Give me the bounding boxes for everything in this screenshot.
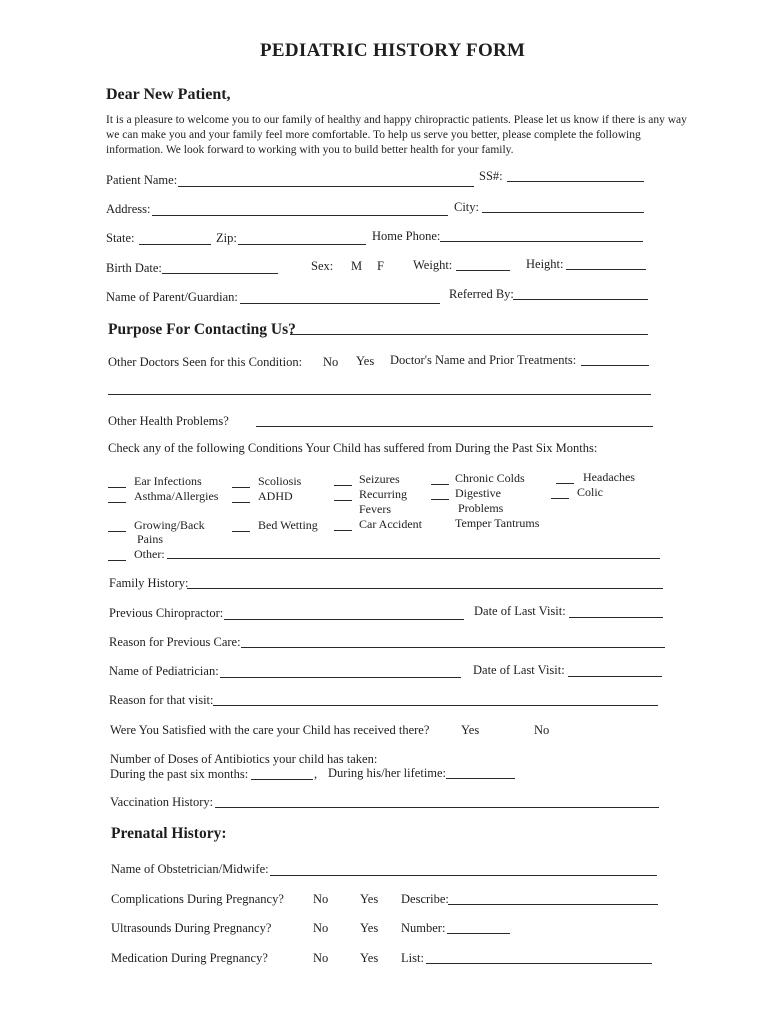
- obstetrician-label: Name of Obstetrician/Midwife:: [111, 862, 269, 876]
- height-field[interactable]: [566, 269, 646, 270]
- intro-paragraph: It is a pleasure to welcome you to our family of healthy and happy chiropractic patients. Please let us know if there is any way we can make you and your family feel more comfortable. To help us serve you better, please complete the following information. We look forward to working with you to build better health for your family.: [106, 114, 687, 156]
- complications-yes[interactable]: Yes: [360, 892, 379, 906]
- lifetime-field[interactable]: [446, 778, 515, 779]
- reason-prev-field[interactable]: [241, 647, 665, 648]
- ultrasounds-yes[interactable]: Yes: [360, 921, 379, 935]
- date-last-visit-field[interactable]: [569, 617, 663, 618]
- doctor-name-label: Doctor's Name and Prior Treatments:: [390, 353, 577, 367]
- condition-adhd: ADHD: [258, 489, 293, 503]
- weight-label: Weight:: [413, 258, 453, 272]
- conditions-prompt: Check any of the following Conditions Your Child has suffered from During the Past Six Months:: [108, 441, 598, 455]
- referred-field[interactable]: [513, 299, 648, 300]
- doctor-name-field-cont[interactable]: [108, 394, 651, 395]
- comma: ,: [314, 767, 318, 781]
- sex-f-option[interactable]: F: [377, 259, 384, 273]
- vaccination-field[interactable]: [215, 807, 659, 808]
- city-field[interactable]: [482, 212, 644, 213]
- city-label: City:: [454, 200, 480, 214]
- checkbox-other[interactable]: [108, 560, 126, 561]
- reason-visit-label: Reason for that visit:: [109, 693, 214, 707]
- zip-field[interactable]: [238, 244, 366, 245]
- checkbox-chronic-colds[interactable]: [431, 484, 449, 485]
- satisfied-no[interactable]: No: [534, 723, 550, 737]
- patient-name-field[interactable]: [178, 186, 474, 187]
- checkbox-seizures[interactable]: [334, 485, 352, 486]
- describe-field[interactable]: [448, 904, 658, 905]
- condition-fevers: Fevers: [359, 502, 391, 516]
- checkbox-ear-infections[interactable]: [108, 487, 126, 488]
- other-doctors-label: Other Doctors Seen for this Condition:: [108, 355, 303, 369]
- checkbox-adhd[interactable]: [232, 502, 250, 503]
- home-phone-label: Home Phone:: [372, 229, 441, 243]
- complications-label: Complications During Pregnancy?: [111, 892, 284, 906]
- sex-label: Sex:: [311, 259, 334, 273]
- ultrasounds-label: Ultrasounds During Pregnancy?: [111, 921, 272, 935]
- checkbox-asthma[interactable]: [108, 502, 126, 503]
- condition-car-accident: Car Accident: [359, 517, 422, 531]
- address-label: Address:: [106, 202, 151, 216]
- condition-scoliosis: Scoliosis: [258, 474, 302, 488]
- past-six-months-field[interactable]: [251, 779, 313, 780]
- checkbox-digestive[interactable]: [431, 499, 449, 500]
- other-doctors-yes[interactable]: Yes: [356, 354, 375, 368]
- date-last-visit-label: Date of Last Visit:: [474, 604, 566, 618]
- lifetime-label: During his/her lifetime:: [328, 766, 447, 780]
- family-history-field[interactable]: [187, 588, 663, 589]
- date-last-visit-field-2[interactable]: [568, 676, 662, 677]
- checkbox-bed-wetting[interactable]: [232, 531, 250, 532]
- family-history-label: Family History:: [109, 576, 189, 590]
- other-health-field[interactable]: [256, 426, 653, 427]
- ss-field[interactable]: [507, 181, 644, 182]
- condition-headaches: Headaches: [583, 470, 635, 484]
- purpose-field[interactable]: [290, 334, 648, 335]
- pediatrician-label: Name of Pediatrician:: [109, 664, 219, 678]
- condition-chronic-colds: Chronic Colds: [455, 471, 525, 485]
- other-condition-field[interactable]: [167, 558, 660, 559]
- birth-date-field[interactable]: [162, 273, 278, 274]
- medication-no[interactable]: No: [313, 951, 329, 965]
- complications-no[interactable]: No: [313, 892, 329, 906]
- obstetrician-field[interactable]: [270, 875, 657, 876]
- birth-date-label: Birth Date:: [106, 261, 162, 275]
- antibiotics-label: Number of Doses of Antibiotics your child has taken:: [110, 752, 378, 766]
- reason-prev-label: Reason for Previous Care:: [109, 635, 241, 649]
- condition-other: Other:: [134, 547, 165, 561]
- satisfied-question: Were You Satisfied with the care your Child has received there?: [110, 723, 430, 737]
- describe-label: Describe:: [401, 892, 449, 906]
- parent-field[interactable]: [240, 303, 440, 304]
- condition-seizures: Seizures: [359, 472, 400, 486]
- other-doctors-no[interactable]: No: [323, 355, 339, 369]
- height-label: Height:: [526, 257, 564, 271]
- vaccination-label: Vaccination History:: [110, 795, 214, 809]
- checkbox-scoliosis[interactable]: [232, 487, 250, 488]
- prev-chiro-label: Previous Chiropractor:: [109, 606, 224, 620]
- parent-label: Name of Parent/Guardian:: [106, 290, 238, 304]
- prev-chiro-field[interactable]: [224, 619, 464, 620]
- past-six-months-label: During the past six months:: [110, 767, 249, 781]
- list-label: List:: [401, 951, 424, 965]
- home-phone-field[interactable]: [440, 241, 643, 242]
- condition-bed-wetting: Bed Wetting: [258, 518, 318, 532]
- other-health-label: Other Health Problems?: [108, 414, 229, 428]
- purpose-heading: Purpose For Contacting Us?: [108, 321, 296, 338]
- condition-growing-back: Growing/Back: [134, 518, 205, 532]
- referred-label: Referred By:: [449, 287, 514, 301]
- condition-problems: Problems: [458, 501, 504, 515]
- page-title: PEDIATRIC HISTORY FORM: [260, 40, 526, 61]
- state-label: State:: [106, 231, 135, 245]
- address-field[interactable]: [152, 215, 448, 216]
- condition-temper: Temper Tantrums: [455, 516, 540, 530]
- condition-digestive: Digestive: [455, 486, 501, 500]
- condition-colic: Colic: [577, 485, 603, 499]
- ultrasounds-no[interactable]: No: [313, 921, 329, 935]
- date-last-visit-label-2: Date of Last Visit:: [473, 663, 565, 677]
- state-field[interactable]: [139, 244, 211, 245]
- ss-label: SS#:: [479, 169, 503, 183]
- prenatal-heading: Prenatal History:: [111, 825, 227, 842]
- checkbox-recurring-fevers[interactable]: [334, 500, 352, 501]
- condition-recurring: Recurring: [359, 487, 407, 501]
- checkbox-colic[interactable]: [551, 498, 569, 499]
- condition-pains: Pains: [137, 532, 164, 546]
- checkbox-growing-back[interactable]: [108, 531, 126, 532]
- doctor-name-field[interactable]: [581, 365, 649, 366]
- condition-ear-infections: Ear Infections: [134, 474, 202, 488]
- zip-label: Zip:: [216, 231, 237, 245]
- patient-name-label: Patient Name:: [106, 173, 178, 187]
- reason-visit-field[interactable]: [213, 705, 658, 706]
- medication-yes[interactable]: Yes: [360, 951, 379, 965]
- medication-label: Medication During Pregnancy?: [111, 951, 268, 965]
- number-label: Number:: [401, 921, 446, 935]
- sex-m-option[interactable]: M: [351, 259, 363, 273]
- satisfied-yes[interactable]: Yes: [461, 723, 480, 737]
- checkbox-car-accident[interactable]: [334, 530, 352, 531]
- weight-field[interactable]: [456, 270, 510, 271]
- checkbox-headaches[interactable]: [556, 483, 574, 484]
- number-field[interactable]: [447, 933, 510, 934]
- list-field[interactable]: [426, 963, 652, 964]
- greeting: Dear New Patient,: [106, 86, 231, 103]
- condition-asthma: Asthma/Allergies: [134, 489, 219, 503]
- pediatrician-field[interactable]: [220, 677, 461, 678]
